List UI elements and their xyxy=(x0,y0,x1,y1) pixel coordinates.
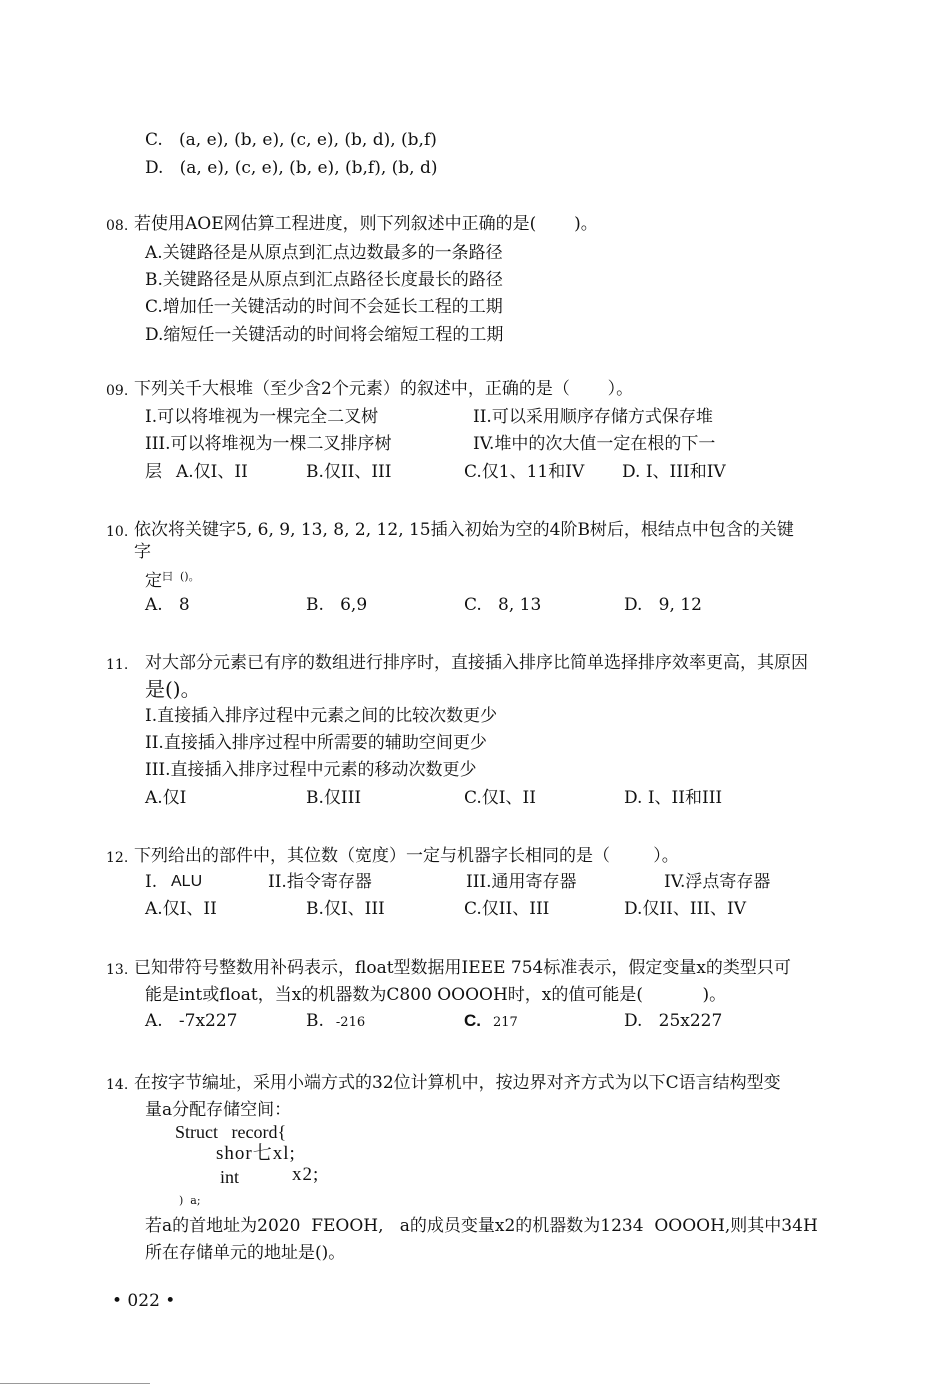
question-12-option-c: C.仅II、III xyxy=(464,899,550,919)
question-14-tail: 若a的首地址为2020 FEOOH, a的成员变量x2的机器数为1234 OOOOH,则其中34H xyxy=(145,1216,818,1236)
question-12-stem: 下列给出的部件中，其位数（宽度）一定与机器字长相同的是（ ）。 xyxy=(134,846,679,866)
question-11-statement-3: III.直接插入排序过程中元素的移动次数更少 xyxy=(145,760,477,780)
question-14-stem: 在按字节编址，采用小端方式的32位计算机中，按边界对齐方式为以下C语言结构型变 xyxy=(134,1073,781,1093)
question-08-option-c: C.增加任一关键活动的时间不会延长工程的工期 xyxy=(145,297,503,317)
question-10-stem-cont: 字 xyxy=(134,542,151,562)
question-09-stem: 下列关千大根堆（至少含2个元素）的叙述中，正确的是（ ）。 xyxy=(134,379,634,399)
question-11-option-a: A.仅I xyxy=(145,788,187,808)
question-13-stem: 已知带符号整数用补码表示，float型数据用IEEE 754标准表示，假定变量x的类型只可 xyxy=(134,958,791,978)
question-08-option-d: D.缩短任一关键活动的时间将会缩短工程的工期 xyxy=(145,325,504,345)
question-08-option-a: A.关键路径是从原点到汇点边数最多的一条路径 xyxy=(145,243,503,263)
question-12-statement-1: ALU xyxy=(171,873,203,890)
question-09-statement-3: III.可以将堆视为一棵二叉排序树 xyxy=(145,434,392,454)
code-line-struct: Struct record{ xyxy=(175,1122,287,1142)
question-number-14: 14. xyxy=(106,1077,129,1093)
question-13-option-a: A. -7x227 xyxy=(145,1011,238,1031)
question-11-option-c: C.仅I、II xyxy=(464,788,536,808)
question-11-option-b: B.仅III xyxy=(306,788,362,808)
question-08-stem: 若使用AOE网估算工程进度，则下列叙述中正确的是( )。 xyxy=(134,214,598,234)
question-13-option-c-label: C. xyxy=(464,1011,481,1030)
question-12-statement-2: II.指令寄存器 xyxy=(268,872,372,892)
footer-divider xyxy=(0,1383,150,1384)
question-13-stem-cont: 能是int或float，当x的机器数为C800 OOOOH时，x的值可能是( )。 xyxy=(145,985,727,1005)
question-11-option-d: D. I、II和III xyxy=(624,788,723,808)
question-10-option-a: A. 8 xyxy=(145,595,190,615)
question-11-stem-cont: 是()。 xyxy=(145,677,201,701)
question-09-statement-4-cont: 层 xyxy=(145,462,162,482)
question-13-option-c-value: 217 xyxy=(493,1015,518,1030)
code-line-short: shor七xl; xyxy=(216,1143,296,1164)
question-number-08: 08. xyxy=(106,218,129,234)
question-13-option-c xyxy=(464,1010,518,1034)
question-11-statement-1: I.直接插入排序过程中元素之间的比较次数更少 xyxy=(145,706,498,726)
question-number-09: 09. xyxy=(106,383,129,399)
question-number-11: 11. xyxy=(106,657,129,673)
option-c-prev: C. (a, e), (b, e), (c, e), (b, d), (b,f) xyxy=(145,130,437,150)
question-12-option-a: A.仅I、II xyxy=(145,899,217,919)
question-12-option-b: B.仅I、III xyxy=(306,899,385,919)
question-14-tail-cont: 所在存储单元的地址是()。 xyxy=(145,1243,346,1263)
question-10-option-b: B. 6,9 xyxy=(306,595,368,615)
question-12-statement-3: III.通用寄存器 xyxy=(466,872,577,892)
question-10-stem-small: 曰 ()。 xyxy=(162,570,200,583)
question-10-option-d: D. 9, 12 xyxy=(624,595,702,615)
question-09-statement-2: II.可以采用顺序存储方式保存堆 xyxy=(473,407,713,427)
question-number-12: 12. xyxy=(106,850,129,866)
question-09-option-b: B.仅II、III xyxy=(306,462,392,482)
question-13-option-b-value: -216 xyxy=(335,1015,366,1030)
question-09-statement-4: IV.堆中的次大值一定在根的下一 xyxy=(473,434,716,454)
question-12-statement-1-num: I. xyxy=(145,872,158,892)
question-13-option-b xyxy=(306,1010,365,1034)
page-number: • 022 • xyxy=(112,1291,176,1311)
question-10-stem: 依次将关键字5, 6, 9, 13, 8, 2, 12, 15插入初始为空的4阶B树后，根结点中包含的关键 xyxy=(134,520,794,540)
code-line-close: ) a; xyxy=(179,1194,201,1207)
question-09-option-a: A.仅I、II xyxy=(176,462,248,482)
question-09-option-d: D. I、III和IV xyxy=(622,462,726,482)
question-08-option-b: B.关键路径是从原点到汇点路径长度最长的路径 xyxy=(145,270,503,290)
question-10-stem-char: 定 xyxy=(145,571,162,591)
question-10-stem-end xyxy=(145,566,200,592)
question-13-option-d: D. 25x227 xyxy=(624,1011,723,1031)
question-number-13: 13. xyxy=(106,962,129,978)
question-12-option-d: D.仅II、III、IV xyxy=(624,899,746,919)
code-line-int-name: x2; xyxy=(292,1164,320,1185)
question-11-statement-2: II.直接插入排序过程中所需要的辅助空间更少 xyxy=(145,733,487,753)
question-number-10: 10. xyxy=(106,524,129,540)
question-14-stem-cont: 量a分配存储空间： xyxy=(145,1100,292,1120)
question-09-statement-1: I.可以将堆视为一棵完全二叉树 xyxy=(145,407,379,427)
option-d-prev: D. (a, e), (c, e), (b, e), (b,f), (b, d) xyxy=(145,158,438,178)
question-12-statement-4: IV.浮点寄存器 xyxy=(664,872,771,892)
question-11-stem: 对大部分元素已有序的数组进行排序时，直接插入排序比简单选择排序效率更高，其原因 xyxy=(145,653,808,673)
question-10-option-c: C. 8, 13 xyxy=(464,595,542,615)
question-13-option-b-label: B. xyxy=(306,1011,324,1031)
code-line-int-type: int xyxy=(220,1167,240,1187)
question-09-option-c: C.仅1、11和IV xyxy=(464,462,585,482)
